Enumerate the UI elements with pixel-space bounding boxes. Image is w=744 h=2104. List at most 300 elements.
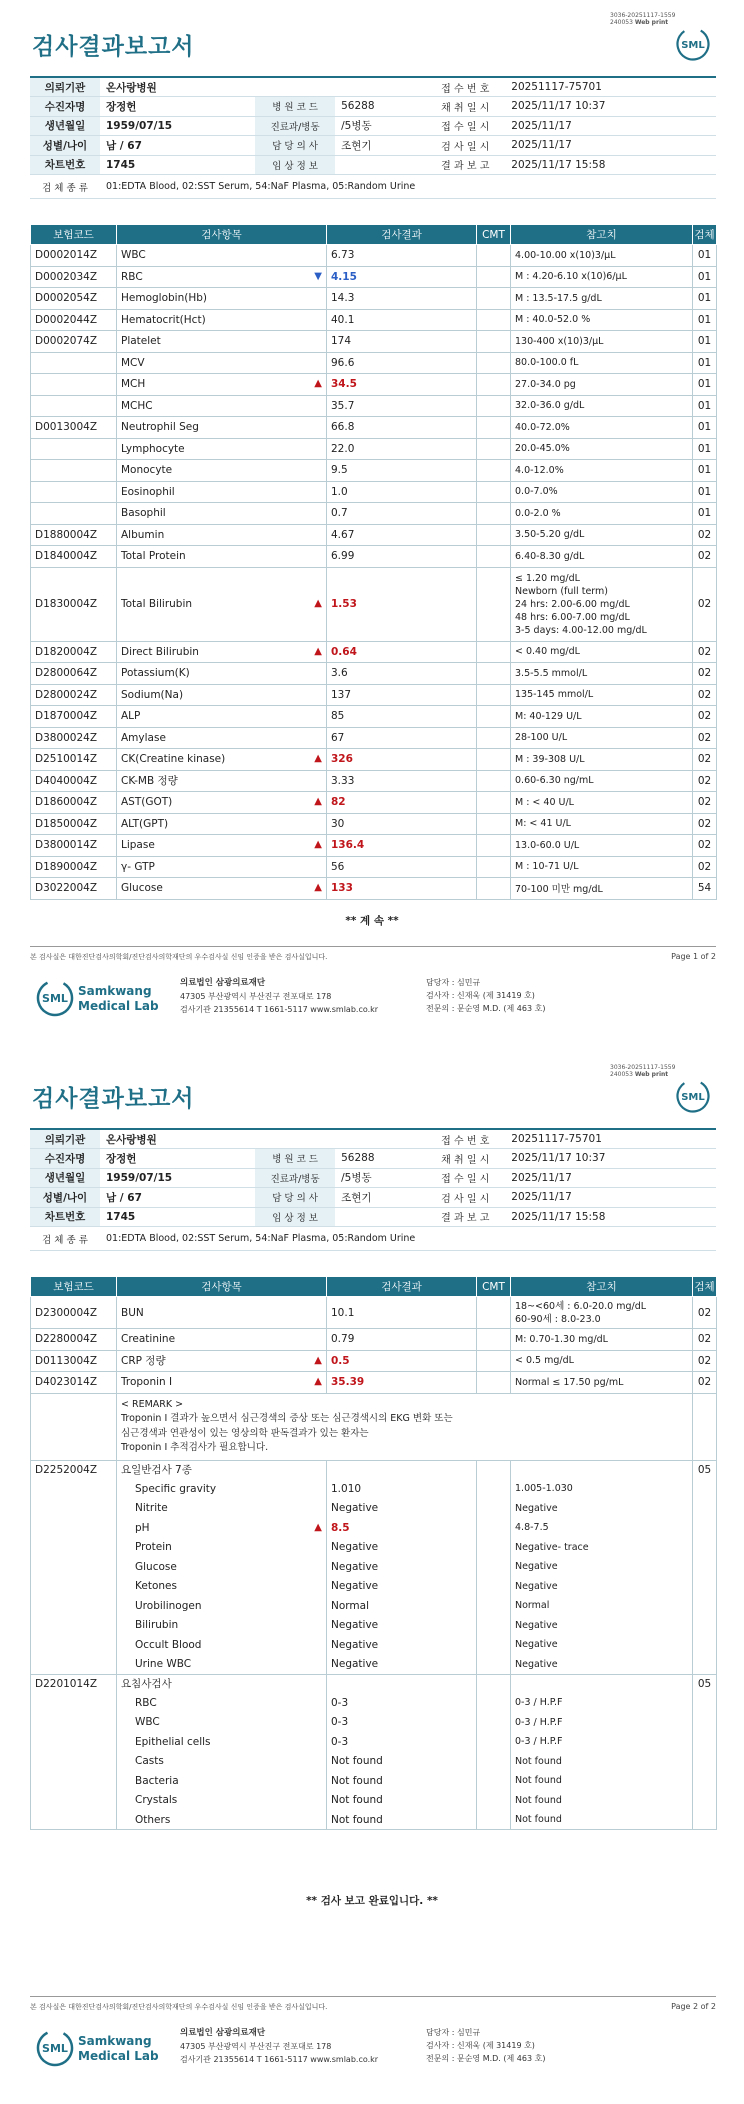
specimen-code bbox=[693, 1810, 717, 1830]
svg-text:Samkwang: Samkwang bbox=[78, 2034, 152, 2048]
test-result: 1.010 bbox=[327, 1479, 477, 1499]
test-result: Not found bbox=[327, 1771, 477, 1791]
insurance-code: D4040004Z bbox=[31, 770, 117, 792]
test-item: Crystals bbox=[117, 1791, 327, 1811]
test-result: 35.7 bbox=[327, 395, 477, 417]
insurance-code bbox=[31, 1693, 117, 1713]
specimen-code bbox=[693, 1557, 717, 1577]
logo-mark: SML bbox=[681, 40, 705, 51]
reference-range: 0.60-6.30 ng/mL bbox=[511, 770, 693, 792]
result-row bbox=[31, 878, 717, 900]
result-row bbox=[31, 503, 717, 525]
cmt-cell bbox=[477, 856, 511, 878]
insurance-code bbox=[31, 1752, 117, 1772]
reference-range: Negative bbox=[511, 1577, 693, 1597]
report-page-2 bbox=[0, 1052, 744, 2104]
reference-range: 4.00-10.00 x(10)3/μL bbox=[511, 245, 693, 267]
reference-range: M : 13.5-17.5 g/dL bbox=[511, 288, 693, 310]
insurance-code: D3800024Z bbox=[31, 727, 117, 749]
result-row bbox=[31, 524, 717, 546]
cmt-cell bbox=[477, 460, 511, 482]
test-result: 0.5 bbox=[327, 1350, 477, 1372]
test-result: 40.1 bbox=[327, 309, 477, 331]
test-item: Ketones bbox=[117, 1577, 327, 1597]
reference-range: 135-145 mmol/L bbox=[511, 684, 693, 706]
insurance-code bbox=[31, 1479, 117, 1499]
insurance-code: D1820004Z bbox=[31, 641, 117, 663]
reference-range: M: 40-129 U/L bbox=[511, 706, 693, 728]
cmt-cell bbox=[477, 546, 511, 568]
insurance-code bbox=[31, 374, 117, 396]
high-flag-icon: ▲ bbox=[314, 598, 322, 609]
specimen-code: 01 bbox=[693, 438, 717, 460]
insurance-code: D1840004Z bbox=[31, 546, 117, 568]
test-result: 30 bbox=[327, 813, 477, 835]
cmt-cell bbox=[477, 417, 511, 439]
test-item: ALP bbox=[117, 706, 327, 728]
result-row bbox=[31, 417, 717, 439]
cmt-cell bbox=[477, 1693, 511, 1713]
reference-range: Negative bbox=[511, 1557, 693, 1577]
cmt-cell bbox=[477, 813, 511, 835]
specimen-code bbox=[693, 1791, 717, 1811]
result-row bbox=[31, 1616, 717, 1636]
reference-range: 4.8-7.5 bbox=[511, 1518, 693, 1538]
test-item: RBC bbox=[117, 1693, 327, 1713]
test-item: Neutrophil Seg bbox=[117, 417, 327, 439]
specimen-code: 01 bbox=[693, 309, 717, 331]
reference-range: M: < 41 U/L bbox=[511, 813, 693, 835]
cmt-cell bbox=[477, 641, 511, 663]
patient-info-table: 의뢰기관 온사랑병원 접 수 번 호 20251117-75701 수진자명 장정헌 병 원 코 드 56288 채 취 일 시 2025/11/17 10:37 생년월일 1959/07/15 진료과/병동 /5병동 접 수 일 시 2025/11/17 성별/나이 남 / 67 담 당 의 사 조현기 검 사 일 시 2025/11/17 차트번호 1745 임 상 정 보 결 과 보 고 2025/11/17 15:58 검 체 종 류 01:EDTA Blood, 02:SST Serum, 54:NaF Plasma, 05:Random Urine bbox=[30, 1128, 716, 1251]
reference-range: 18~<60세 : 6.0-20.0 mg/dL 60-90세 : 8.0-23.0 bbox=[511, 1297, 693, 1329]
reference-range: 1.005-1.030 bbox=[511, 1479, 693, 1499]
result-row bbox=[31, 1635, 717, 1655]
specimen-code bbox=[693, 1752, 717, 1772]
reference-range: < 0.5 mg/dL bbox=[511, 1350, 693, 1372]
insurance-code: D2280004Z bbox=[31, 1329, 117, 1351]
test-item: Glucose bbox=[117, 1557, 327, 1577]
reference-range: Negative bbox=[511, 1499, 693, 1519]
insurance-code: D2800064Z bbox=[31, 663, 117, 685]
test-result: Negative bbox=[327, 1538, 477, 1558]
high-flag-icon: ▲ bbox=[314, 882, 322, 894]
cmt-cell bbox=[477, 663, 511, 685]
specimen-code: 02 bbox=[693, 1350, 717, 1372]
test-result: Not found bbox=[327, 1752, 477, 1772]
insurance-code: D1890004Z bbox=[31, 856, 117, 878]
reference-range: 28-100 U/L bbox=[511, 727, 693, 749]
specimen-code: 02 bbox=[693, 706, 717, 728]
cmt-cell bbox=[477, 1732, 511, 1752]
reference-range: 80.0-100.0 fL bbox=[511, 352, 693, 374]
test-result: 14.3 bbox=[327, 288, 477, 310]
test-result: 34.5 bbox=[327, 374, 477, 396]
test-result: Negative bbox=[327, 1635, 477, 1655]
cmt-cell bbox=[477, 1538, 511, 1558]
test-result: Negative bbox=[327, 1655, 477, 1675]
specimen-code: 01 bbox=[693, 266, 717, 288]
test-result: 4.67 bbox=[327, 524, 477, 546]
reference-range: M: 0.70-1.30 mg/dL bbox=[511, 1329, 693, 1351]
insurance-code bbox=[31, 1577, 117, 1597]
insurance-code: D2800024Z bbox=[31, 684, 117, 706]
group-title: 요침사검사 bbox=[117, 1674, 327, 1693]
result-row bbox=[31, 770, 717, 792]
remark-row bbox=[31, 1393, 717, 1460]
reference-range: Negative bbox=[511, 1616, 693, 1636]
result-row bbox=[31, 727, 717, 749]
specimen-code: 01 bbox=[693, 395, 717, 417]
reference-range: 70-100 미만 mg/dL bbox=[511, 878, 693, 900]
insurance-code bbox=[31, 395, 117, 417]
cmt-cell bbox=[477, 1329, 511, 1351]
cmt-cell bbox=[477, 1518, 511, 1538]
test-item: Basophil bbox=[117, 503, 327, 525]
print-stamp: 3036-20251117-1559 240053 Web print bbox=[610, 12, 676, 26]
test-item: Creatinine bbox=[117, 1329, 327, 1351]
insurance-code bbox=[31, 1810, 117, 1830]
specimen-code: 05 bbox=[693, 1460, 717, 1479]
specimen-code bbox=[693, 1732, 717, 1752]
specimen-code bbox=[693, 1693, 717, 1713]
specimen-code: 02 bbox=[693, 1297, 717, 1329]
cmt-cell bbox=[477, 1752, 511, 1772]
specimen-code: 01 bbox=[693, 417, 717, 439]
specimen-code bbox=[693, 1538, 717, 1558]
specimen-code: 01 bbox=[693, 352, 717, 374]
result-row bbox=[31, 288, 717, 310]
cmt-cell bbox=[477, 352, 511, 374]
specimen-code: 02 bbox=[693, 641, 717, 663]
reference-range: 40.0-72.0% bbox=[511, 417, 693, 439]
result-row bbox=[31, 1693, 717, 1713]
group-header-row bbox=[31, 1460, 717, 1479]
insurance-code bbox=[31, 1635, 117, 1655]
result-row bbox=[31, 1810, 717, 1830]
result-row bbox=[31, 813, 717, 835]
test-item: Platelet bbox=[117, 331, 327, 353]
test-result: Negative bbox=[327, 1499, 477, 1519]
cmt-cell bbox=[477, 395, 511, 417]
cmt-cell bbox=[477, 792, 511, 814]
result-row bbox=[31, 309, 717, 331]
reference-range: 3.5-5.5 mmol/L bbox=[511, 663, 693, 685]
test-result: 0.64 bbox=[327, 641, 477, 663]
specimen-code: 02 bbox=[693, 813, 717, 835]
insurance-code: D3800014Z bbox=[31, 835, 117, 857]
test-item: RBC ▼ bbox=[117, 266, 327, 288]
result-row bbox=[31, 1732, 717, 1752]
test-item: γ- GTP bbox=[117, 856, 327, 878]
test-result: 133 bbox=[327, 878, 477, 900]
insurance-code: D0002054Z bbox=[31, 288, 117, 310]
test-result: 3.33 bbox=[327, 770, 477, 792]
test-item: WBC bbox=[117, 245, 327, 267]
result-row bbox=[31, 395, 717, 417]
specimen-code bbox=[693, 1479, 717, 1499]
result-row bbox=[31, 1771, 717, 1791]
test-item: Protein bbox=[117, 1538, 327, 1558]
reference-range: ≤ 1.20 mg/dL Newborn (full term) 24 hrs: 2.00-6.00 mg/dL 48 hrs: 6.00-7.00 mg/dL 3-5 days: 4.00-12.00 mg/dL bbox=[511, 567, 693, 641]
test-item: Amylase bbox=[117, 727, 327, 749]
result-row bbox=[31, 1329, 717, 1351]
specimen-code: 02 bbox=[693, 856, 717, 878]
results-table-page2: 보험코드 검사항목 검사결과 CMT 참고치 검체 D2300004Z BUN 10.1 18~<60세 : 6.0-20.0 mg/dL 60-90세 : 8.0-23.0 02 D2280004Z Creatinine 0.79 M: 0.70-1.30 mg/dL 02 D0113004Z CRP 정량 ▲ 0.5 < 0.5 mg/dL 02 D4023014Z Troponin I ▲ 35.39 Normal ≤ 17.50 pg/mL 02 < REMARK > Troponin I 결과가 높으면서 심근경색의 증상 또는 심근경색시의 EKG 변화 또는 심근경색과 연관성이 있는 영상의학 판독결과가 있는 환자는 Troponin I 추적검사가 필요합니다. D2252004Z 요일반검사 7종 05 Specific gravity 1.010 1.005-1.030 Nitrite Negative Negative pH ▲ 8.5 4.8-7.5 Protein Negative Negative- trace Glucose Negative Negative Ketones Negative Negative Urobilinogen Normal Normal Bilirubin Negative Negative Occult Blood Negative Negative Urine WBC Negative Negative D2201014Z 요침사검사 05 RBC 0-3 0-3 / H.P.F WBC 0-3 0-3 / H.P.F Epithelial cells 0-3 0-3 / H.P.F Casts Not found Not found Bacteria Not found Not found Crystals Not found Not found Others Not found Not found bbox=[30, 1276, 717, 1830]
cmt-cell bbox=[477, 288, 511, 310]
test-item: pH ▲ bbox=[117, 1518, 327, 1538]
high-flag-icon: ▲ bbox=[314, 645, 322, 657]
specimen-code: 01 bbox=[693, 288, 717, 310]
test-item: Others bbox=[117, 1810, 327, 1830]
test-result: 67 bbox=[327, 727, 477, 749]
specimen-code: 02 bbox=[693, 792, 717, 814]
reference-range: 0-3 / H.P.F bbox=[511, 1732, 693, 1752]
specimen-code: 02 bbox=[693, 727, 717, 749]
insurance-code bbox=[31, 460, 117, 482]
test-result: 1.53 bbox=[327, 567, 477, 641]
insurance-code: D1830004Z bbox=[31, 567, 117, 641]
test-item: MCHC bbox=[117, 395, 327, 417]
specimen-code: 01 bbox=[693, 460, 717, 482]
specimen-code: 05 bbox=[693, 1674, 717, 1693]
high-flag-icon: ▲ bbox=[314, 1354, 322, 1366]
test-item: Hematocrit(Hct) bbox=[117, 309, 327, 331]
test-result: Normal bbox=[327, 1596, 477, 1616]
reference-range: M : 10-71 U/L bbox=[511, 856, 693, 878]
test-item: Eosinophil bbox=[117, 481, 327, 503]
result-row bbox=[31, 684, 717, 706]
high-flag-icon: ▲ bbox=[314, 1376, 322, 1388]
test-result: 174 bbox=[327, 331, 477, 353]
test-result: 10.1 bbox=[327, 1297, 477, 1329]
test-result: Negative bbox=[327, 1577, 477, 1597]
test-result: Negative bbox=[327, 1557, 477, 1577]
test-item: Troponin I ▲ bbox=[117, 1372, 327, 1394]
reference-range: Normal ≤ 17.50 pg/mL bbox=[511, 1372, 693, 1394]
test-item: Nitrite bbox=[117, 1499, 327, 1519]
insurance-code: D0002034Z bbox=[31, 266, 117, 288]
result-row bbox=[31, 352, 717, 374]
test-result: 4.15 bbox=[327, 266, 477, 288]
result-row bbox=[31, 1538, 717, 1558]
specimen-code bbox=[693, 1518, 717, 1538]
high-flag-icon: ▲ bbox=[314, 753, 322, 765]
footer-page1: 본 검사실은 대한진단검사의학회/진단검사의학재단의 우수검사실 신임 인증을 받은 검사실입니다. Page 1 of 2 SML Samkwang Medical Lab 의료법인 삼광의료재단 47305 부산광역시 부산진구 전포대로 178 검사기관 21355614 T 1661-5117 www.smlab.co.kr 담당자 : 심민규 검사자 : 신재욱 (제 31419 호) 전문의 : 문순영 M.D. (제 463 호) bbox=[30, 946, 716, 947]
test-item: Total Bilirubin ▲ bbox=[117, 567, 327, 641]
test-result: 0.79 bbox=[327, 1329, 477, 1351]
cmt-cell bbox=[477, 727, 511, 749]
result-row bbox=[31, 1499, 717, 1519]
reference-range: Negative- trace bbox=[511, 1538, 693, 1558]
test-item: Urobilinogen bbox=[117, 1596, 327, 1616]
reference-range: 3.50-5.20 g/dL bbox=[511, 524, 693, 546]
test-result: Not found bbox=[327, 1810, 477, 1830]
insurance-code: D2252004Z bbox=[31, 1460, 117, 1479]
result-row bbox=[31, 1350, 717, 1372]
specimen-code: 02 bbox=[693, 749, 717, 771]
test-item: Lipase ▲ bbox=[117, 835, 327, 857]
result-row bbox=[31, 749, 717, 771]
high-flag-icon: ▲ bbox=[314, 839, 322, 851]
report-title: 검사결과보고서 bbox=[32, 1086, 195, 1112]
insurance-code bbox=[31, 1713, 117, 1733]
result-row bbox=[31, 1791, 717, 1811]
reference-range: Normal bbox=[511, 1596, 693, 1616]
cmt-cell bbox=[477, 1499, 511, 1519]
cmt-cell bbox=[477, 1635, 511, 1655]
specimen-code: 02 bbox=[693, 567, 717, 641]
specimen-code: 02 bbox=[693, 1372, 717, 1394]
specimen-code bbox=[693, 1635, 717, 1655]
test-result: 6.73 bbox=[327, 245, 477, 267]
svg-text:Samkwang: Samkwang bbox=[78, 984, 152, 998]
specimen-code: 02 bbox=[693, 835, 717, 857]
specimen-code bbox=[693, 1713, 717, 1733]
test-item: ALT(GPT) bbox=[117, 813, 327, 835]
test-result: 85 bbox=[327, 706, 477, 728]
insurance-code: D1850004Z bbox=[31, 813, 117, 835]
test-item: Hemoglobin(Hb) bbox=[117, 288, 327, 310]
svg-text:SML: SML bbox=[42, 992, 68, 1005]
cmt-cell bbox=[477, 266, 511, 288]
cmt-cell bbox=[477, 770, 511, 792]
specimen-code bbox=[693, 1655, 717, 1675]
result-row bbox=[31, 1297, 717, 1329]
reference-range: Not found bbox=[511, 1771, 693, 1791]
test-result: Negative bbox=[327, 1616, 477, 1636]
svg-text:SML: SML bbox=[681, 1092, 705, 1103]
test-result: 0-3 bbox=[327, 1732, 477, 1752]
reference-range: 20.0-45.0% bbox=[511, 438, 693, 460]
result-row bbox=[31, 1518, 717, 1538]
reference-range: 0-3 / H.P.F bbox=[511, 1693, 693, 1713]
insurance-code bbox=[31, 1499, 117, 1519]
test-item: MCH ▲ bbox=[117, 374, 327, 396]
result-row bbox=[31, 1577, 717, 1597]
patient-info-table: 의뢰기관 온사랑병원 접 수 번 호 20251117-75701 수진자명 장정헌 병 원 코 드 56288 채 취 일 시 2025/11/17 10:37 생년월일 1959/07/15 진료과/병동 /5병동 접 수 일 시 2025/11/17 성별/나이 남 / 67 담 당 의 사 조현기 검 사 일 시 2025/11/17 차트번호 1745 임 상 정 보 결 과 보 고 2025/11/17 15:58 검 체 종 류 01:EDTA Blood, 02:SST Serum, 54:NaF Plasma, 05:Random Urine bbox=[30, 76, 716, 199]
specimen-code bbox=[693, 1771, 717, 1791]
test-result: 66.8 bbox=[327, 417, 477, 439]
result-row bbox=[31, 792, 717, 814]
insurance-code bbox=[31, 1518, 117, 1538]
test-item: Monocyte bbox=[117, 460, 327, 482]
cmt-cell bbox=[477, 1577, 511, 1597]
specimen-code: 01 bbox=[693, 374, 717, 396]
test-item: Lymphocyte bbox=[117, 438, 327, 460]
reference-range: 4.0-12.0% bbox=[511, 460, 693, 482]
result-row bbox=[31, 567, 717, 641]
cmt-cell bbox=[477, 1596, 511, 1616]
specimen-code: 02 bbox=[693, 684, 717, 706]
specimen-code: 02 bbox=[693, 770, 717, 792]
cmt-cell bbox=[477, 503, 511, 525]
result-row bbox=[31, 706, 717, 728]
cmt-cell bbox=[477, 331, 511, 353]
reference-range: Not found bbox=[511, 1810, 693, 1830]
result-row bbox=[31, 1655, 717, 1675]
reference-range: 32.0-36.0 g/dL bbox=[511, 395, 693, 417]
high-flag-icon: ▲ bbox=[314, 378, 322, 390]
remark-text: < REMARK > Troponin I 결과가 높으면서 심근경색의 증상 또는 심근경색시의 EKG 변화 또는 심근경색과 연관성이 있는 영상의학 판독결과가 있는 환자는 Troponin I 추적검사가 필요합니다. bbox=[117, 1393, 693, 1460]
reference-range: 130-400 x(10)3/μL bbox=[511, 331, 693, 353]
result-row bbox=[31, 460, 717, 482]
result-row bbox=[31, 546, 717, 568]
test-result: 1.0 bbox=[327, 481, 477, 503]
result-row bbox=[31, 1372, 717, 1394]
cmt-cell bbox=[477, 1771, 511, 1791]
svg-text:Medical Lab: Medical Lab bbox=[78, 999, 159, 1013]
cmt-cell bbox=[477, 524, 511, 546]
insurance-code bbox=[31, 352, 117, 374]
specimen-code: 02 bbox=[693, 1329, 717, 1351]
result-row bbox=[31, 835, 717, 857]
insurance-code bbox=[31, 438, 117, 460]
specimen-code: 01 bbox=[693, 331, 717, 353]
specimen-code: 01 bbox=[693, 503, 717, 525]
reference-range: M : 39-308 U/L bbox=[511, 749, 693, 771]
insurance-code bbox=[31, 503, 117, 525]
test-result: 8.5 bbox=[327, 1518, 477, 1538]
result-row bbox=[31, 641, 717, 663]
cmt-cell bbox=[477, 1557, 511, 1577]
insurance-code bbox=[31, 1596, 117, 1616]
sml-logo-icon bbox=[676, 1079, 710, 1113]
test-item: CRP 정량 ▲ bbox=[117, 1350, 327, 1372]
test-item: Specific gravity bbox=[117, 1479, 327, 1499]
cmt-cell bbox=[477, 878, 511, 900]
specimen-code: 01 bbox=[693, 245, 717, 267]
test-result: 22.0 bbox=[327, 438, 477, 460]
test-item: Urine WBC bbox=[117, 1655, 327, 1675]
test-result: Not found bbox=[327, 1791, 477, 1811]
insurance-code bbox=[31, 1616, 117, 1636]
low-flag-icon: ▼ bbox=[314, 270, 322, 282]
reference-range: 6.40-8.30 g/dL bbox=[511, 546, 693, 568]
reference-range: 13.0-60.0 U/L bbox=[511, 835, 693, 857]
test-result: 137 bbox=[327, 684, 477, 706]
high-flag-icon: ▲ bbox=[314, 796, 322, 808]
reference-range: Not found bbox=[511, 1752, 693, 1772]
cmt-cell bbox=[477, 1372, 511, 1394]
insurance-code bbox=[31, 1732, 117, 1752]
test-result: 136.4 bbox=[327, 835, 477, 857]
insurance-code: D1870004Z bbox=[31, 706, 117, 728]
cmt-cell bbox=[477, 684, 511, 706]
test-item: Casts bbox=[117, 1752, 327, 1772]
cmt-cell bbox=[477, 309, 511, 331]
cmt-cell bbox=[477, 1713, 511, 1733]
reference-range: 0.0-2.0 % bbox=[511, 503, 693, 525]
result-row bbox=[31, 331, 717, 353]
test-item: Direct Bilirubin ▲ bbox=[117, 641, 327, 663]
test-item: Glucose ▲ bbox=[117, 878, 327, 900]
test-result: 9.5 bbox=[327, 460, 477, 482]
test-result: 326 bbox=[327, 749, 477, 771]
insurance-code: D2510014Z bbox=[31, 749, 117, 771]
insurance-code: D0002014Z bbox=[31, 245, 117, 267]
test-item: AST(GOT) ▲ bbox=[117, 792, 327, 814]
specimen-code: 02 bbox=[693, 663, 717, 685]
reference-range: Negative bbox=[511, 1635, 693, 1655]
cmt-cell bbox=[477, 835, 511, 857]
reference-range: M : < 40 U/L bbox=[511, 792, 693, 814]
reference-range: < 0.40 mg/dL bbox=[511, 641, 693, 663]
specimen-code: 54 bbox=[693, 878, 717, 900]
test-item: Bilirubin bbox=[117, 1616, 327, 1636]
specimen-code: 02 bbox=[693, 546, 717, 568]
reference-range: M : 40.0-52.0 % bbox=[511, 309, 693, 331]
